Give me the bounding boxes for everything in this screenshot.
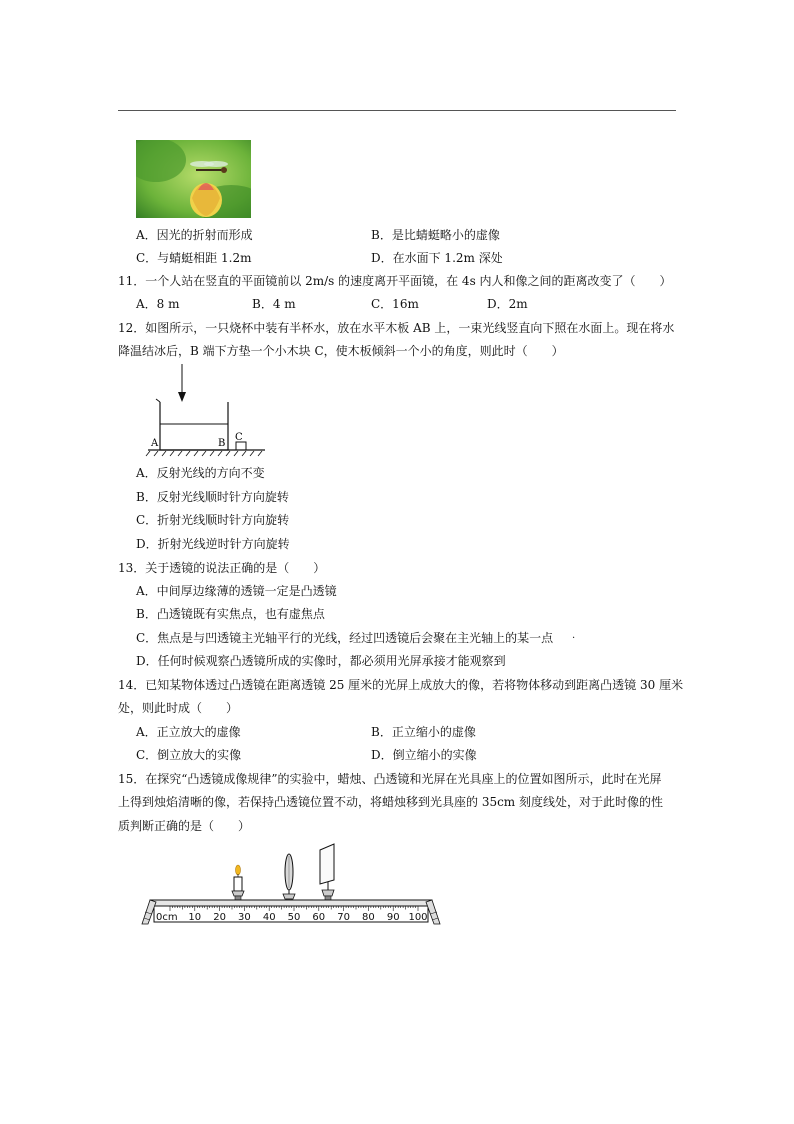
q14-option-b: B．正立缩小的虚像 [371, 725, 476, 739]
q15-stem-line2: 上得到烛焰清晰的像，若保持凸透镜位置不动，将蜡烛移到光具座的 35cm 刻度线处，对于此时像的性 [118, 795, 664, 809]
q13-stem: 13．关于透镜的说法正确的是（ ） [118, 561, 326, 575]
bench-tick-80: 80 [362, 912, 375, 923]
q10-option-b: B．是比蜻蜓略小的虚像 [371, 228, 500, 242]
convex-lens [283, 854, 295, 903]
q14-stem-line1: 14．已知某物体透过凸透镜在距离透镜 25 厘米的光屏上成放大的像，若将物体移动到距离凸透镜 30 厘米 [118, 678, 684, 692]
dragonfly-lotus-photo [136, 140, 251, 218]
q11-stem: 11．一个人站在竖直的平面镜前以 2m/s 的速度离开平面镜，在 4s 内人和像之间的距离改变了（ ） [118, 274, 672, 288]
q11-option-d: D．2m [487, 297, 528, 311]
bench-tick-60: 60 [312, 912, 326, 923]
bench-tick-90: 90 [386, 912, 400, 923]
bench-tick-0: 0cm [156, 912, 178, 923]
bench-tick-70: 70 [337, 912, 350, 923]
q12-label-b: B [218, 438, 226, 449]
q12-option-b: B．反射光线顺时针方向旋转 [136, 490, 289, 504]
q15-stem-line3: 质判断正确的是（ ） [118, 819, 251, 833]
q13-option-b: B．凸透镜既有实焦点，也有虚焦点 [136, 607, 325, 621]
q12-beaker-diagram [140, 362, 270, 462]
q10-option-c: C．与蜻蜓相距 1.2m [136, 251, 252, 265]
bench-tick-100: 100 [408, 912, 428, 923]
q14-stem-line2: 处，则此时成（ ） [118, 701, 239, 715]
q12-option-d: D．折射光线逆时针方向旋转 [136, 537, 290, 551]
q12-label-a: A [151, 438, 159, 449]
header-rule [118, 110, 676, 111]
q12-option-a: A．反射光线的方向不变 [136, 466, 265, 480]
bench-tick-10: 10 [188, 912, 202, 923]
bench-tick-30: 30 [238, 912, 251, 923]
q14-option-a: A．正立放大的虚像 [136, 725, 241, 739]
candle [232, 865, 244, 902]
bench-tick-20: 20 [213, 912, 226, 923]
q10-option-a: A．因光的折射而形成 [136, 228, 253, 242]
q14-option-d: D．倒立缩小的实像 [371, 748, 477, 762]
bench-tick-50: 50 [287, 912, 301, 923]
light-screen [320, 844, 334, 902]
q15-optical-bench-diagram [136, 840, 446, 930]
q13-option-d: D．任何时候观察凸透镜所成的实像时，都必须用光屏承接才能观察到 [136, 654, 506, 668]
q11-option-a: A．8 m [136, 297, 180, 311]
q12-stem-line1: 12．如图所示，一只烧杯中装有半杯水，放在水平木板 AB 上，一束光线竖直向下照在水面上。现在将水 [118, 321, 675, 335]
q13-option-c: C．焦点是与凹透镜主光轴平行的光线，经过凹透镜后会聚在主光轴上的某一点 [136, 631, 554, 645]
q12-label-c: C [235, 432, 243, 443]
q10-option-d: D．在水面下 1.2m 深处 [371, 251, 503, 265]
bench-tick-40: 40 [262, 912, 276, 923]
q13-option-a: A．中间厚边缘薄的透镜一定是凸透镜 [136, 584, 337, 598]
q12-option-c: C．折射光线顺时针方向旋转 [136, 513, 290, 527]
q15-stem-line1: 15．在探究“凸透镜成像规律”的实验中，蜡烛、凸透镜和光屏在光具座上的位置如图所示，此时在光屏 [118, 772, 662, 786]
q11-option-c: C．16m [371, 297, 419, 311]
q11-option-b: B．4 m [252, 297, 296, 311]
q12-stem-line2: 降温结冰后，B 端下方垫一个小木块 C，使木板倾斜一个小的角度，则此时（ ） [118, 344, 564, 358]
q14-option-c: C．倒立放大的实像 [136, 748, 242, 762]
stray-mark: . [572, 630, 576, 641]
